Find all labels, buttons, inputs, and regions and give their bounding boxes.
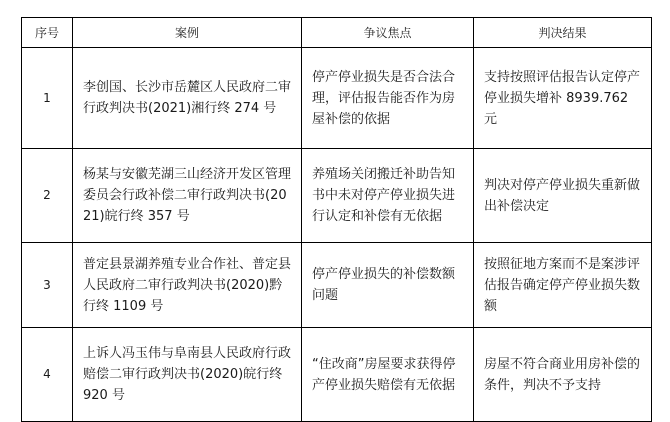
case-cell: 杨某与安徽芜湖三山经济开发区管理委员会行政补偿二审行政判决书(2021)皖行终 357 号	[73, 149, 302, 243]
header-result: 判决结果	[474, 18, 652, 48]
case-cell: 李创国、长沙市岳麓区人民政府二审行政判决书(2021)湘行终 274 号	[73, 48, 302, 149]
result-cell: 房屋不符合商业用房补偿的条件，判决不予支持	[474, 328, 652, 422]
result-cell: 支持按照评估报告认定停产停业损失增补 8939.762 元	[474, 48, 652, 149]
case-cell: 上诉人冯玉伟与阜南县人民政府行政赔偿二审行政判决书(2020)皖行终 920 号	[73, 328, 302, 422]
header-focus: 争议焦点	[302, 18, 474, 48]
header-case: 案例	[73, 18, 302, 48]
row-number: 1	[22, 48, 73, 149]
header-row	[22, 18, 652, 48]
table-row	[22, 328, 652, 422]
result-cell: 按照征地方案而不是案涉评估报告确定停产停业损失数额	[474, 243, 652, 328]
row-number: 4	[22, 328, 73, 422]
table-row	[22, 48, 652, 149]
case-cell: 普定县景湖养殖专业合作社、普定县人民政府二审行政判决书(2020)黔行终 1109 号	[73, 243, 302, 328]
focus-cell: 养殖场关闭搬迁补助告知书中未对停产停业损失进行认定和补偿有无依据	[302, 149, 474, 243]
row-number: 3	[22, 243, 73, 328]
focus-cell: “住改商”房屋要求获得停产停业损失赔偿有无依据	[302, 328, 474, 422]
header-no: 序号	[22, 18, 73, 48]
table-row	[22, 243, 652, 328]
result-cell: 判决对停产停业损失重新做出补偿决定	[474, 149, 652, 243]
focus-cell: 停产停业损失的补偿数额问题	[302, 243, 474, 328]
focus-cell: 停产停业损失是否合法合理，评估报告能否作为房屋补偿的依据	[302, 48, 474, 149]
case-table	[21, 17, 652, 422]
table-row	[22, 149, 652, 243]
row-number: 2	[22, 149, 73, 243]
